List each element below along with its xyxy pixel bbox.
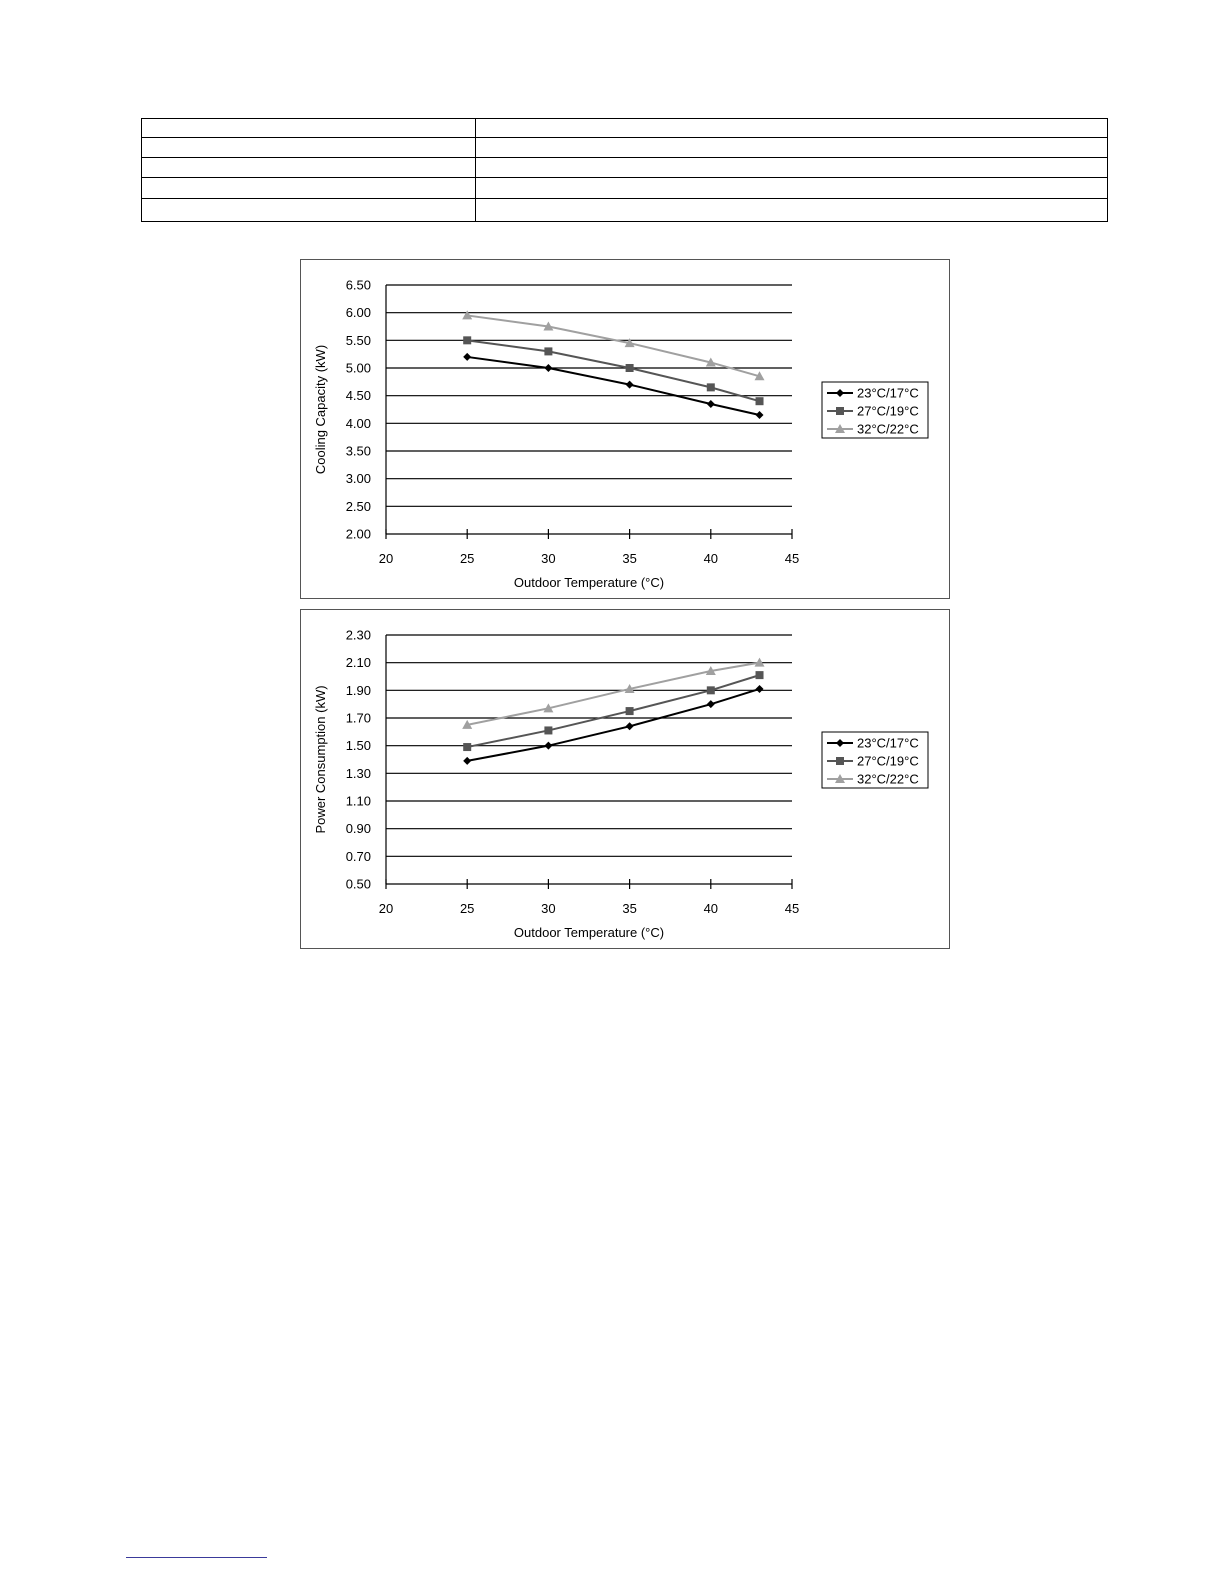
- y-tick-label: 2.30: [345, 627, 371, 643]
- data-point: [544, 347, 552, 355]
- data-point: [626, 381, 634, 389]
- legend-label: 27°C/19°C: [857, 753, 919, 769]
- y-tick-label: 6.50: [345, 277, 371, 293]
- spec-table: [141, 118, 1108, 222]
- y-tick-label: 1.30: [345, 765, 371, 781]
- table-row: [142, 199, 1108, 222]
- x-axis-title: Outdoor Temperature (°C): [513, 925, 665, 940]
- chart-svg: [301, 610, 949, 948]
- x-tick-label: 30: [541, 551, 556, 566]
- y-axis-title: Cooling Capacity (kW): [313, 344, 328, 475]
- y-tick-label: 2.50: [345, 498, 371, 514]
- data-point: [463, 757, 471, 765]
- x-tick-label: 40: [703, 551, 719, 566]
- y-tick-label: 4.00: [345, 415, 371, 431]
- legend-label: 23°C/17°C: [857, 735, 919, 751]
- x-tick-label: 30: [541, 901, 556, 916]
- table-cell: [476, 199, 1108, 222]
- data-point: [707, 383, 715, 391]
- series-2: [463, 671, 763, 751]
- x-tick-label: 45: [784, 551, 800, 566]
- table-cell: [142, 178, 476, 199]
- y-tick-label: 1.50: [345, 738, 371, 754]
- y-tick-label: 5.50: [345, 332, 371, 348]
- table-cell: [476, 119, 1108, 138]
- data-point: [756, 411, 764, 419]
- legend-label: 23°C/17°C: [857, 385, 919, 401]
- table-cell: [142, 199, 476, 222]
- table-row: [142, 158, 1108, 178]
- y-tick-label: 3.50: [345, 443, 371, 459]
- y-tick-label: 4.50: [345, 388, 371, 404]
- y-tick-label: 1.10: [345, 793, 371, 809]
- y-tick-label: 0.70: [345, 848, 371, 864]
- legend-marker: [836, 757, 844, 765]
- x-tick-label: 25: [459, 901, 475, 916]
- y-tick-label: 1.90: [345, 682, 371, 698]
- data-point: [463, 743, 471, 751]
- y-tick-label: 0.90: [345, 821, 371, 837]
- data-point: [707, 700, 715, 708]
- data-point: [626, 364, 634, 372]
- data-point: [544, 726, 552, 734]
- footer-rule: [126, 1557, 267, 1558]
- data-point: [707, 400, 715, 408]
- power-consumption-chart: [300, 609, 950, 949]
- legend-label: 27°C/19°C: [857, 403, 919, 419]
- legend: [822, 732, 928, 788]
- data-point: [544, 742, 552, 750]
- table-cell: [476, 138, 1108, 158]
- table-row: [142, 119, 1108, 138]
- chart-svg: [301, 260, 949, 598]
- table-row: [142, 138, 1108, 158]
- table-cell: [142, 158, 476, 178]
- data-point: [544, 364, 552, 372]
- y-tick-label: 6.00: [345, 305, 371, 321]
- legend-label: 32°C/22°C: [857, 771, 919, 787]
- x-tick-label: 20: [378, 551, 394, 566]
- x-tick-label: 20: [378, 901, 394, 916]
- table-cell: [142, 119, 476, 138]
- series-1: [463, 353, 763, 419]
- table-cell: [476, 178, 1108, 199]
- y-tick-label: 3.00: [345, 471, 371, 487]
- x-tick-label: 45: [784, 901, 800, 916]
- y-tick-label: 2.00: [345, 526, 371, 542]
- series-line: [467, 689, 759, 761]
- x-tick-label: 35: [622, 551, 637, 566]
- y-tick-label: 2.10: [345, 655, 371, 671]
- x-tick-label: 25: [459, 551, 475, 566]
- data-point: [756, 685, 764, 693]
- data-point: [707, 686, 715, 694]
- legend-marker: [836, 407, 844, 415]
- x-axis-title: Outdoor Temperature (°C): [513, 575, 665, 590]
- legend: [822, 382, 928, 438]
- x-tick-label: 40: [703, 901, 719, 916]
- series-1: [463, 685, 763, 765]
- y-tick-label: 5.00: [345, 360, 371, 376]
- legend-label: 32°C/22°C: [857, 421, 919, 437]
- series-2: [463, 336, 763, 405]
- series-line: [467, 340, 759, 401]
- data-point: [626, 722, 634, 730]
- x-tick-label: 35: [622, 901, 637, 916]
- data-point: [756, 671, 764, 679]
- data-point: [756, 397, 764, 405]
- series-line: [467, 675, 759, 747]
- table-row: [142, 178, 1108, 199]
- data-point: [626, 707, 634, 715]
- table-cell: [476, 158, 1108, 178]
- y-axis-title: Power Consumption (kW): [313, 685, 328, 834]
- table-cell: [142, 138, 476, 158]
- data-point: [463, 353, 471, 361]
- y-tick-label: 1.70: [345, 710, 371, 726]
- data-point: [463, 336, 471, 344]
- y-tick-label: 0.50: [345, 876, 371, 892]
- cooling-capacity-chart: [300, 259, 950, 599]
